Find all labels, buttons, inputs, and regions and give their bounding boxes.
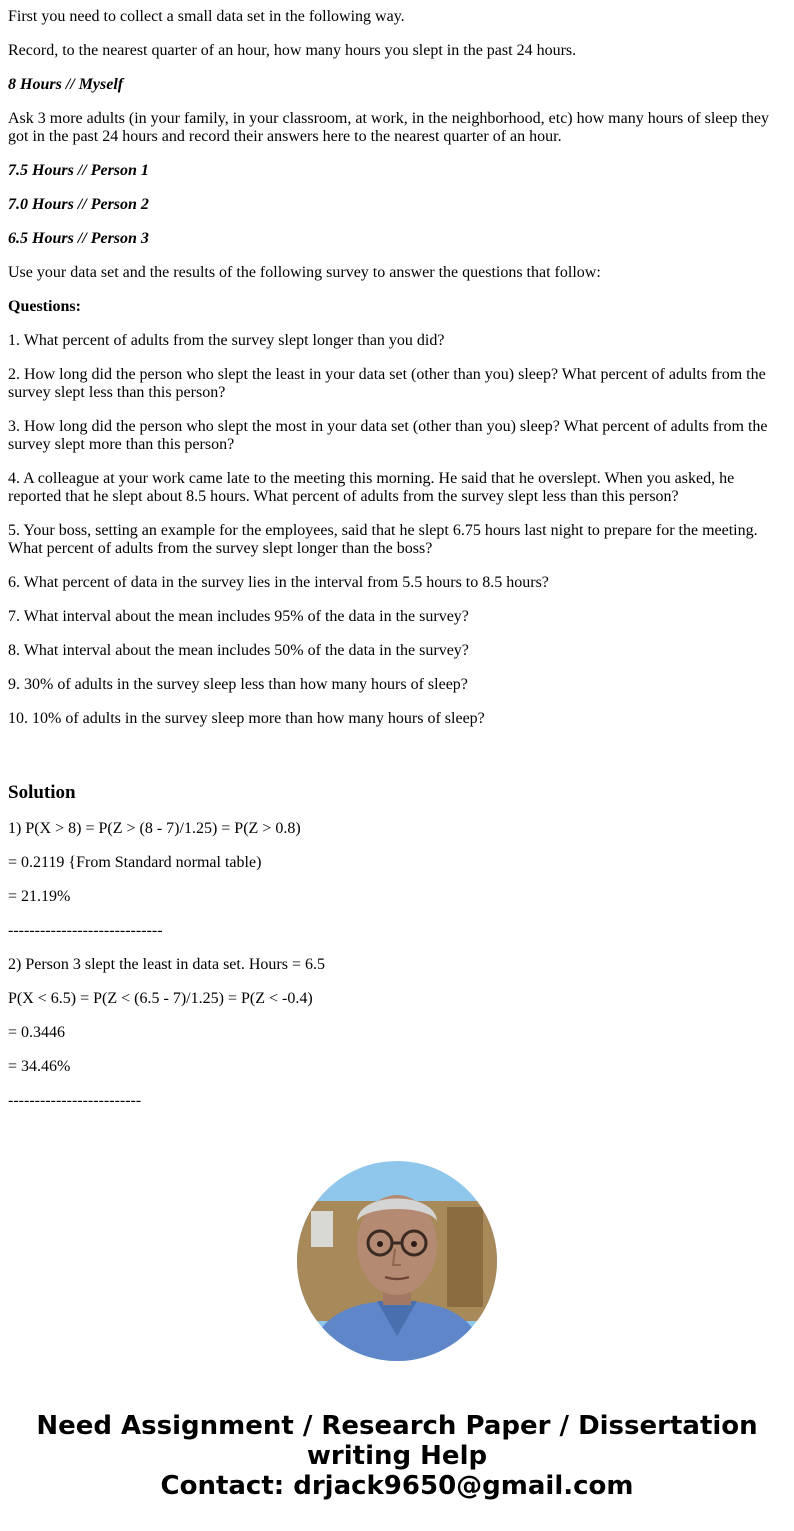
questions-heading: Questions: bbox=[8, 298, 81, 315]
promo-line-2: writing Help bbox=[306, 1441, 488, 1471]
solution-line: P(X < 6.5) = P(Z < (6.5 - 7)/1.25) = P(Z < -0.4) bbox=[8, 990, 313, 1007]
question-item: 7. What interval about the mean includes 95% of the data in the survey? bbox=[8, 608, 469, 625]
intro-paragraph-1: First you need to collect a small data set in the following way. bbox=[8, 8, 405, 25]
question-item: 9. 30% of adults in the survey sleep less than how many hours of sleep? bbox=[8, 676, 468, 693]
section-spacer bbox=[8, 744, 786, 764]
question-item: 3. How long did the person who slept the most in your data set (other than you) sleep? What percent of adults from the survey slept more than this person? bbox=[8, 418, 768, 453]
promo-line-1: Need Assignment / Research Paper / Dissertation bbox=[36, 1411, 758, 1441]
question-item: 6. What percent of data in the survey lies in the interval from 5.5 hours to 8.5 hours? bbox=[8, 574, 549, 591]
document-body bbox=[0, 8, 794, 1110]
solution-heading: Solution bbox=[8, 782, 76, 803]
question-item: 4. A colleague at your work came late to the meeting this morning. He said that he overslept. When you asked, he reported that he slept about 8.5 hours. What percent of adults from the survey slept less than this person? bbox=[8, 470, 735, 505]
question-item: 1. What percent of adults from the survey slept longer than you did? bbox=[8, 332, 445, 349]
promo-banner bbox=[0, 1411, 794, 1501]
eye-right bbox=[411, 1241, 417, 1247]
solution-line: = 0.3446 bbox=[8, 1024, 66, 1041]
person2-hours: 7.0 Hours // Person 2 bbox=[8, 196, 149, 213]
author-photo bbox=[297, 1161, 497, 1361]
myself-hours: 8 Hours // Myself bbox=[8, 76, 124, 93]
person1-hours: 7.5 Hours // Person 1 bbox=[8, 162, 149, 179]
carved-panel bbox=[447, 1207, 483, 1307]
solution-line: = 21.19% bbox=[8, 888, 71, 905]
person3-hours: 6.5 Hours // Person 3 bbox=[8, 230, 149, 247]
question-item: 2. How long did the person who slept the least in your data set (other than you) sleep? What percent of adults from the survey slept less than this person? bbox=[8, 366, 766, 401]
solution-line: = 0.2119 {From Standard normal table) bbox=[8, 854, 262, 871]
solution-line: = 34.46% bbox=[8, 1058, 71, 1075]
solution-divider: ------------------------- bbox=[8, 1092, 142, 1109]
intro-paragraph-3: Ask 3 more adults (in your family, in your classroom, at work, in the neighborhood, etc) how many hours of sleep they got in the past 24 hours and record their answers here to the nearest quarter of an hour. bbox=[8, 110, 770, 145]
question-item: 10. 10% of adults in the survey sleep more than how many hours of sleep? bbox=[8, 710, 485, 727]
solution-divider: ----------------------------- bbox=[8, 922, 163, 939]
wall-switch bbox=[311, 1211, 333, 1247]
question-item: 5. Your boss, setting an example for the employees, said that he slept 6.75 hours last night to prepare for the meeting. What percent of adults from the survey slept longer than the boss? bbox=[8, 522, 758, 557]
intro-paragraph-2: Record, to the nearest quarter of an hour, how many hours you slept in the past 24 hours. bbox=[8, 42, 577, 59]
promo-contact: Contact: drjack9650@gmail.com bbox=[160, 1471, 634, 1501]
solution-line: 2) Person 3 slept the least in data set. Hours = 6.5 bbox=[8, 956, 325, 973]
solution-line: 1) P(X > 8) = P(Z > (8 - 7)/1.25) = P(Z > 0.8) bbox=[8, 820, 301, 837]
eye-left bbox=[377, 1241, 383, 1247]
intro-paragraph-4: Use your data set and the results of the following survey to answer the questions that follow: bbox=[8, 264, 601, 281]
question-item: 8. What interval about the mean includes 50% of the data in the survey? bbox=[8, 642, 469, 659]
portrait-image bbox=[297, 1161, 497, 1361]
